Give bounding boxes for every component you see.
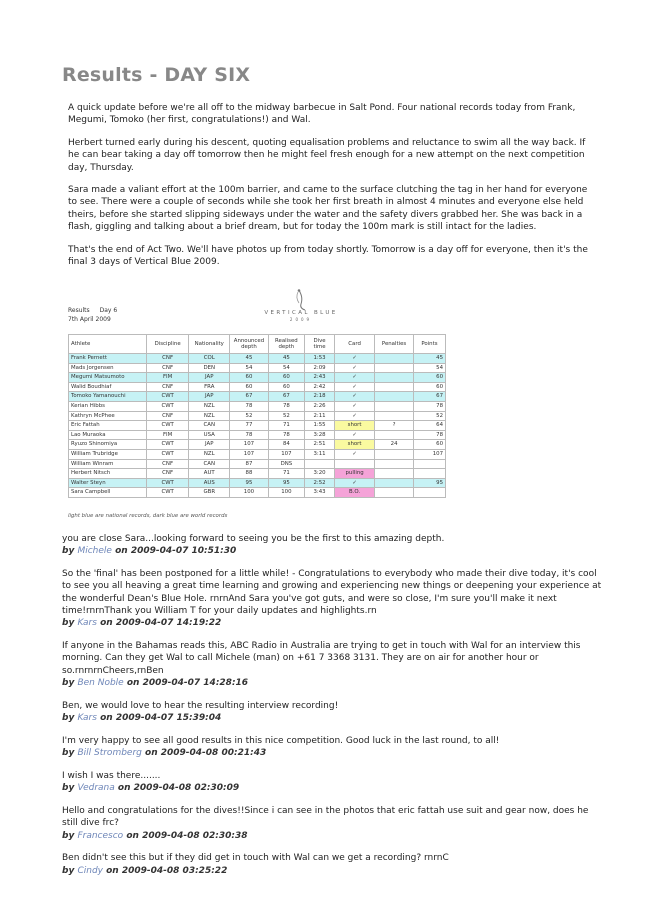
results-cell-nationality: NZL bbox=[189, 449, 230, 459]
comment-text: you are close Sara...looking forward to seeing you be the first to this amazing depth. bbox=[62, 534, 445, 544]
results-cell-points: 78 bbox=[413, 401, 445, 411]
comment-text: Ben, we would love to hear the resulting interview recording! bbox=[62, 700, 339, 711]
results-cell-athlete: Walter Steyn bbox=[69, 478, 147, 488]
results-cell-athlete: Walid Boudhiaf bbox=[69, 382, 147, 392]
results-cell-nationality: FRA bbox=[189, 382, 230, 392]
comment-date: 2009-04-07 14:19:22 bbox=[115, 618, 222, 629]
results-sheet-heading bbox=[68, 306, 125, 324]
vertical-blue-logo bbox=[241, 288, 361, 324]
comment-text: I wish I was there....... bbox=[62, 770, 161, 781]
results-heading-label: Results bbox=[68, 307, 90, 314]
results-row bbox=[69, 459, 446, 469]
logo-brand-text: VERTICAL BLUE bbox=[264, 310, 338, 316]
results-cell-points: 54 bbox=[413, 363, 445, 373]
results-cell-announced: 78 bbox=[230, 401, 268, 411]
comment-meta bbox=[62, 830, 602, 842]
results-cell-athlete: Lao Muraoka bbox=[69, 430, 147, 440]
results-row bbox=[69, 411, 446, 421]
results-cell-realised: 78 bbox=[268, 401, 305, 411]
results-cell-card: short bbox=[334, 440, 374, 450]
results-cell-penalties bbox=[375, 354, 414, 364]
results-cell-discipline: CWT bbox=[147, 392, 189, 402]
comment bbox=[62, 805, 602, 842]
results-cell-athlete: Megumi Matsumoto bbox=[69, 373, 147, 383]
results-cell-points: 45 bbox=[413, 354, 445, 364]
results-row bbox=[69, 478, 446, 488]
results-cell-time: 2:09 bbox=[305, 363, 335, 373]
results-cell-discipline: FIM bbox=[147, 430, 189, 440]
results-cell-points: 78 bbox=[413, 430, 445, 440]
results-cell-points: 95 bbox=[413, 478, 445, 488]
results-cell-realised: 60 bbox=[268, 382, 305, 392]
comment-on-label: on bbox=[106, 865, 119, 876]
article-paragraph: That's the end of Act Two. We'll have photos up from today shortly. Tomorrow is a day off for everyone, then it's the final 3 days of Vertical Blue 2009. bbox=[68, 244, 588, 268]
results-cell-time: 3:11 bbox=[305, 449, 335, 459]
comment-on-label: on bbox=[126, 677, 140, 688]
results-cell-discipline: CWT bbox=[147, 421, 189, 431]
results-cell-nationality: NZL bbox=[189, 411, 230, 421]
comment-text: If anyone in the Bahamas reads this, ABC Radio in Australia are trying to get in touch with Wal for an interview this morning. Can they get Wal to call Michele (man) on +61 7 3368 3131. They are on air for another hour or so.rnrnrnCheers,rnBen bbox=[62, 641, 581, 676]
results-cell-penalties bbox=[375, 411, 414, 421]
comment-by-label: by bbox=[62, 783, 75, 794]
comment-author-link[interactable]: Vedrana bbox=[77, 783, 115, 794]
results-cell-time: 2:43 bbox=[305, 373, 335, 383]
results-row bbox=[69, 440, 446, 450]
comment-on-label: on bbox=[117, 783, 131, 794]
results-cell-announced: 45 bbox=[230, 354, 268, 364]
results-cell-penalties bbox=[375, 363, 414, 373]
comment-author-link[interactable]: Bill Stromberg bbox=[77, 748, 142, 759]
results-row bbox=[69, 392, 446, 402]
results-row bbox=[69, 469, 446, 479]
results-cell-penalties bbox=[375, 449, 414, 459]
comment-text: I'm very happy to see all good results in this nice competition. Good luck in the last round, to all! bbox=[62, 735, 500, 746]
results-cell-athlete: Sara Campbell bbox=[69, 488, 147, 498]
comment-by-label: by bbox=[62, 713, 75, 724]
comment-by-label: by bbox=[62, 546, 75, 557]
comment-on-label: on bbox=[115, 546, 128, 557]
col-athlete: Athlete bbox=[69, 335, 147, 354]
results-row bbox=[69, 373, 446, 383]
results-cell-penalties: ? bbox=[375, 421, 414, 431]
results-cell-announced: 52 bbox=[230, 411, 268, 421]
results-header-row bbox=[69, 335, 446, 354]
comment-author-link[interactable]: Francesco bbox=[77, 830, 124, 841]
results-cell-card: B.O. bbox=[334, 488, 374, 498]
comment-author-link[interactable]: Cindy bbox=[77, 865, 103, 876]
results-cell-announced: 60 bbox=[230, 373, 268, 383]
results-cell-card: ✓ bbox=[334, 382, 374, 392]
results-cell-points: 60 bbox=[413, 382, 445, 392]
comment-date: 2009-04-07 10:51:30 bbox=[130, 546, 237, 557]
col-nationality: Nationality bbox=[189, 335, 230, 354]
results-cell-discipline: CNF bbox=[147, 382, 189, 392]
results-cell-nationality: USA bbox=[189, 430, 230, 440]
results-cell-realised: 100 bbox=[268, 488, 305, 498]
results-heading-day: Day 6 bbox=[99, 307, 118, 314]
comment-meta bbox=[62, 865, 602, 877]
results-cell-announced: 95 bbox=[230, 478, 268, 488]
results-cell-discipline: CNF bbox=[147, 469, 189, 479]
results-date: 7th April 2009 bbox=[68, 316, 111, 323]
results-cell-card: ✓ bbox=[334, 354, 374, 364]
comment bbox=[62, 700, 602, 725]
results-cell-discipline: CNF bbox=[147, 363, 189, 373]
results-cell-nationality: DEN bbox=[189, 363, 230, 373]
results-cell-announced: 67 bbox=[230, 392, 268, 402]
results-cell-penalties bbox=[375, 382, 414, 392]
comment-meta bbox=[62, 782, 602, 794]
results-cell-realised: 60 bbox=[268, 373, 305, 383]
results-row bbox=[69, 363, 446, 373]
results-cell-discipline: CWT bbox=[147, 488, 189, 498]
col-penalties: Penalties bbox=[375, 335, 414, 354]
article-paragraph: A quick update before we're all off to the midway barbecue in Salt Pond. Four national records today from Frank, Megumi, Tomoko (her first, congratulations!) and Wal. bbox=[68, 103, 576, 126]
results-cell-nationality: NZL bbox=[189, 401, 230, 411]
results-cell-realised: 95 bbox=[268, 478, 305, 488]
page-title: Results - DAY SIX bbox=[62, 64, 251, 86]
results-cell-penalties bbox=[375, 469, 414, 479]
results-cell-nationality: JAP bbox=[189, 440, 230, 450]
results-cell-time: 2:42 bbox=[305, 382, 335, 392]
results-cell-athlete: Tomoko Yamanouchi bbox=[69, 392, 147, 402]
results-cell-nationality: AUS bbox=[189, 478, 230, 488]
results-row bbox=[69, 421, 446, 431]
results-cell-realised: 107 bbox=[268, 449, 305, 459]
results-cell-penalties bbox=[375, 401, 414, 411]
comment-author-link[interactable]: Ben Noble bbox=[77, 677, 124, 688]
results-cell-time: 3:28 bbox=[305, 430, 335, 440]
comment-meta bbox=[62, 545, 602, 557]
comment-date: 2009-04-08 02:30:38 bbox=[142, 830, 248, 841]
results-cell-announced: 107 bbox=[230, 440, 268, 450]
results-row bbox=[69, 488, 446, 498]
results-cell-announced: 54 bbox=[230, 363, 268, 373]
comment-on-label: on bbox=[145, 748, 158, 759]
results-cell-penalties bbox=[375, 392, 414, 402]
comment-on-label: on bbox=[100, 618, 113, 629]
results-cell-points bbox=[413, 459, 445, 469]
results-cell-time: 2:18 bbox=[305, 392, 335, 402]
comment bbox=[62, 852, 602, 877]
results-cell-points bbox=[413, 488, 445, 498]
results-cell-points: 52 bbox=[413, 411, 445, 421]
results-cell-announced: 87 bbox=[230, 459, 268, 469]
results-cell-realised: DNS bbox=[268, 459, 305, 469]
results-cell-discipline: CWT bbox=[147, 478, 189, 488]
results-cell-athlete: Mads Jorgensen bbox=[69, 363, 147, 373]
results-cell-athlete: Eric Fattah bbox=[69, 421, 147, 431]
comment-author-link[interactable]: Michele bbox=[77, 546, 112, 557]
results-cell-card: ✓ bbox=[334, 449, 374, 459]
comments-list bbox=[62, 533, 602, 888]
results-table bbox=[68, 334, 446, 498]
results-cell-announced: 100 bbox=[230, 488, 268, 498]
results-table-body bbox=[69, 354, 446, 498]
results-cell-athlete: William Winram bbox=[69, 459, 147, 469]
comment-date: 2009-04-07 14:28:16 bbox=[142, 677, 249, 688]
results-row bbox=[69, 354, 446, 364]
comment-on-label: on bbox=[126, 830, 139, 841]
results-cell-points: 107 bbox=[413, 449, 445, 459]
article-body bbox=[68, 102, 598, 278]
results-cell-announced: 78 bbox=[230, 430, 268, 440]
comment-by-label: by bbox=[62, 677, 75, 688]
results-cell-announced: 77 bbox=[230, 421, 268, 431]
results-cell-time bbox=[305, 459, 335, 469]
results-cell-discipline: CNF bbox=[147, 354, 189, 364]
results-cell-card: ✓ bbox=[334, 478, 374, 488]
col-points: Points bbox=[413, 335, 445, 354]
results-cell-penalties bbox=[375, 459, 414, 469]
article-paragraph: Sara made a valiant effort at the 100m barrier, and came to the surface clutching the tag in her hand for everyone to see. There were a couple of seconds while she took her first breath in almost 4 minutes and everyone else held theirs, before she started slipping sideways under the water and the safety divers grabbed her. She was back in a flash, giggling and talking about a brief dream, but for today the 100m mark is still intact for the ladies. bbox=[68, 185, 588, 233]
logo-year-text: 2009 bbox=[289, 317, 313, 322]
comment-by-label: by bbox=[62, 830, 75, 841]
results-cell-announced: 88 bbox=[230, 469, 268, 479]
col-discipline: Discipline bbox=[147, 335, 189, 354]
comment-by-label: by bbox=[62, 748, 75, 759]
results-cell-penalties bbox=[375, 373, 414, 383]
comment-by-label: by bbox=[62, 618, 75, 629]
results-cell-time: 3:43 bbox=[305, 488, 335, 498]
results-cell-time: 2:52 bbox=[305, 478, 335, 488]
results-row bbox=[69, 382, 446, 392]
comment-meta bbox=[62, 712, 602, 724]
comment bbox=[62, 640, 602, 689]
comment-text: So the 'final' has been postponed for a little while! - Congratulations to everybody who made their dive today, it's cool to see you all heaving a great time learning and growing and experiencing new things or deepening your experience at the wonderful Dean's Blue Hole. rnrnAnd Sara you've got guts, and were so close, I'm sure you'll make it next time!rnrnThank you William T for your daily updates and highlights.rn bbox=[62, 569, 602, 616]
comment-date: 2009-04-08 02:30:09 bbox=[133, 783, 240, 794]
comment-date: 2009-04-08 00:21:43 bbox=[160, 748, 267, 759]
results-cell-discipline: CNF bbox=[147, 411, 189, 421]
results-cell-discipline: CNF bbox=[147, 459, 189, 469]
results-cell-nationality: CAN bbox=[189, 421, 230, 431]
results-footnote: light blue are national records, dark blue are world records bbox=[68, 513, 228, 519]
results-cell-athlete: Kathryn McPhee bbox=[69, 411, 147, 421]
results-cell-realised: 45 bbox=[268, 354, 305, 364]
results-cell-realised: 52 bbox=[268, 411, 305, 421]
comment-meta bbox=[62, 617, 602, 629]
results-cell-athlete: William Trubridge bbox=[69, 449, 147, 459]
diver-logo-icon bbox=[241, 288, 361, 312]
results-cell-time: 2:51 bbox=[305, 440, 335, 450]
results-cell-realised: 84 bbox=[268, 440, 305, 450]
results-cell-points: 60 bbox=[413, 373, 445, 383]
results-cell-realised: 71 bbox=[268, 469, 305, 479]
comment-author-link[interactable]: Kars bbox=[77, 713, 97, 724]
results-cell-card: ✓ bbox=[334, 363, 374, 373]
results-cell-time: 2:11 bbox=[305, 411, 335, 421]
results-cell-athlete: Herbert Nitsch bbox=[69, 469, 147, 479]
comment bbox=[62, 533, 602, 558]
comment-date: 2009-04-08 03:25:22 bbox=[121, 865, 228, 876]
results-cell-card: ✓ bbox=[334, 401, 374, 411]
results-cell-card: ✓ bbox=[334, 373, 374, 383]
results-row bbox=[69, 449, 446, 459]
results-cell-card: ✓ bbox=[334, 392, 374, 402]
comment-meta bbox=[62, 747, 602, 759]
comment-meta bbox=[62, 677, 602, 689]
results-cell-athlete: Frank Pernett bbox=[69, 354, 147, 364]
comment-date: 2009-04-07 15:39:04 bbox=[115, 713, 222, 724]
results-cell-nationality: GBR bbox=[189, 488, 230, 498]
comment bbox=[62, 735, 602, 760]
results-cell-realised: 67 bbox=[268, 392, 305, 402]
results-cell-realised: 71 bbox=[268, 421, 305, 431]
col-announced: Announced depth bbox=[230, 335, 268, 354]
results-cell-discipline: CWT bbox=[147, 449, 189, 459]
results-cell-discipline: FIM bbox=[147, 373, 189, 383]
results-cell-card: ✓ bbox=[334, 430, 374, 440]
col-realised: Realised depth bbox=[268, 335, 305, 354]
results-cell-time: 1:53 bbox=[305, 354, 335, 364]
article-paragraph: Herbert turned early during his descent, quoting equalisation problems and reluctance to swim all the way back. If he can bear taking a day off tomorrow then he might feel fresh enough for a new attempt on the next competition day, Thursday. bbox=[68, 137, 586, 173]
results-cell-card: pulling bbox=[334, 469, 374, 479]
results-cell-points: 60 bbox=[413, 440, 445, 450]
col-time: Dive time bbox=[305, 335, 335, 354]
results-cell-athlete: Kerian Hibbs bbox=[69, 401, 147, 411]
comment-by-label: by bbox=[62, 865, 75, 876]
col-card: Card bbox=[334, 335, 374, 354]
results-sheet-image bbox=[68, 288, 448, 524]
results-cell-athlete: Ryuzo Shinomiya bbox=[69, 440, 147, 450]
results-cell-nationality: CAN bbox=[189, 459, 230, 469]
results-cell-nationality: AUT bbox=[189, 469, 230, 479]
results-cell-realised: 54 bbox=[268, 363, 305, 373]
results-cell-realised: 78 bbox=[268, 430, 305, 440]
results-cell-penalties bbox=[375, 478, 414, 488]
comment-text: Ben didn't see this but if they did get in touch with Wal can we get a recording? rnrnC bbox=[62, 853, 449, 864]
comment-on-label: on bbox=[100, 713, 113, 724]
comment bbox=[62, 770, 602, 795]
results-cell-time: 1:55 bbox=[305, 421, 335, 431]
comment-text: Hello and congratulations for the dives!!Since i can see in the photos that eric fattah use suit and gear now, does he still dive frc? bbox=[62, 806, 589, 829]
comment-author-link[interactable]: Kars bbox=[77, 618, 97, 629]
results-cell-card bbox=[334, 459, 374, 469]
results-cell-card: ✓ bbox=[334, 411, 374, 421]
results-cell-time: 2:26 bbox=[305, 401, 335, 411]
results-cell-time: 3:20 bbox=[305, 469, 335, 479]
results-row bbox=[69, 430, 446, 440]
results-cell-announced: 107 bbox=[230, 449, 268, 459]
results-cell-points: 64 bbox=[413, 421, 445, 431]
results-cell-discipline: CWT bbox=[147, 401, 189, 411]
results-cell-penalties: 24 bbox=[375, 440, 414, 450]
results-cell-nationality: JAP bbox=[189, 392, 230, 402]
results-cell-announced: 60 bbox=[230, 382, 268, 392]
results-cell-penalties bbox=[375, 488, 414, 498]
results-cell-card: short bbox=[334, 421, 374, 431]
results-cell-discipline: CWT bbox=[147, 440, 189, 450]
results-cell-nationality: COL bbox=[189, 354, 230, 364]
results-cell-nationality: JAP bbox=[189, 373, 230, 383]
results-cell-points: 67 bbox=[413, 392, 445, 402]
results-cell-points bbox=[413, 469, 445, 479]
comment bbox=[62, 568, 602, 629]
results-row bbox=[69, 401, 446, 411]
results-cell-penalties bbox=[375, 430, 414, 440]
